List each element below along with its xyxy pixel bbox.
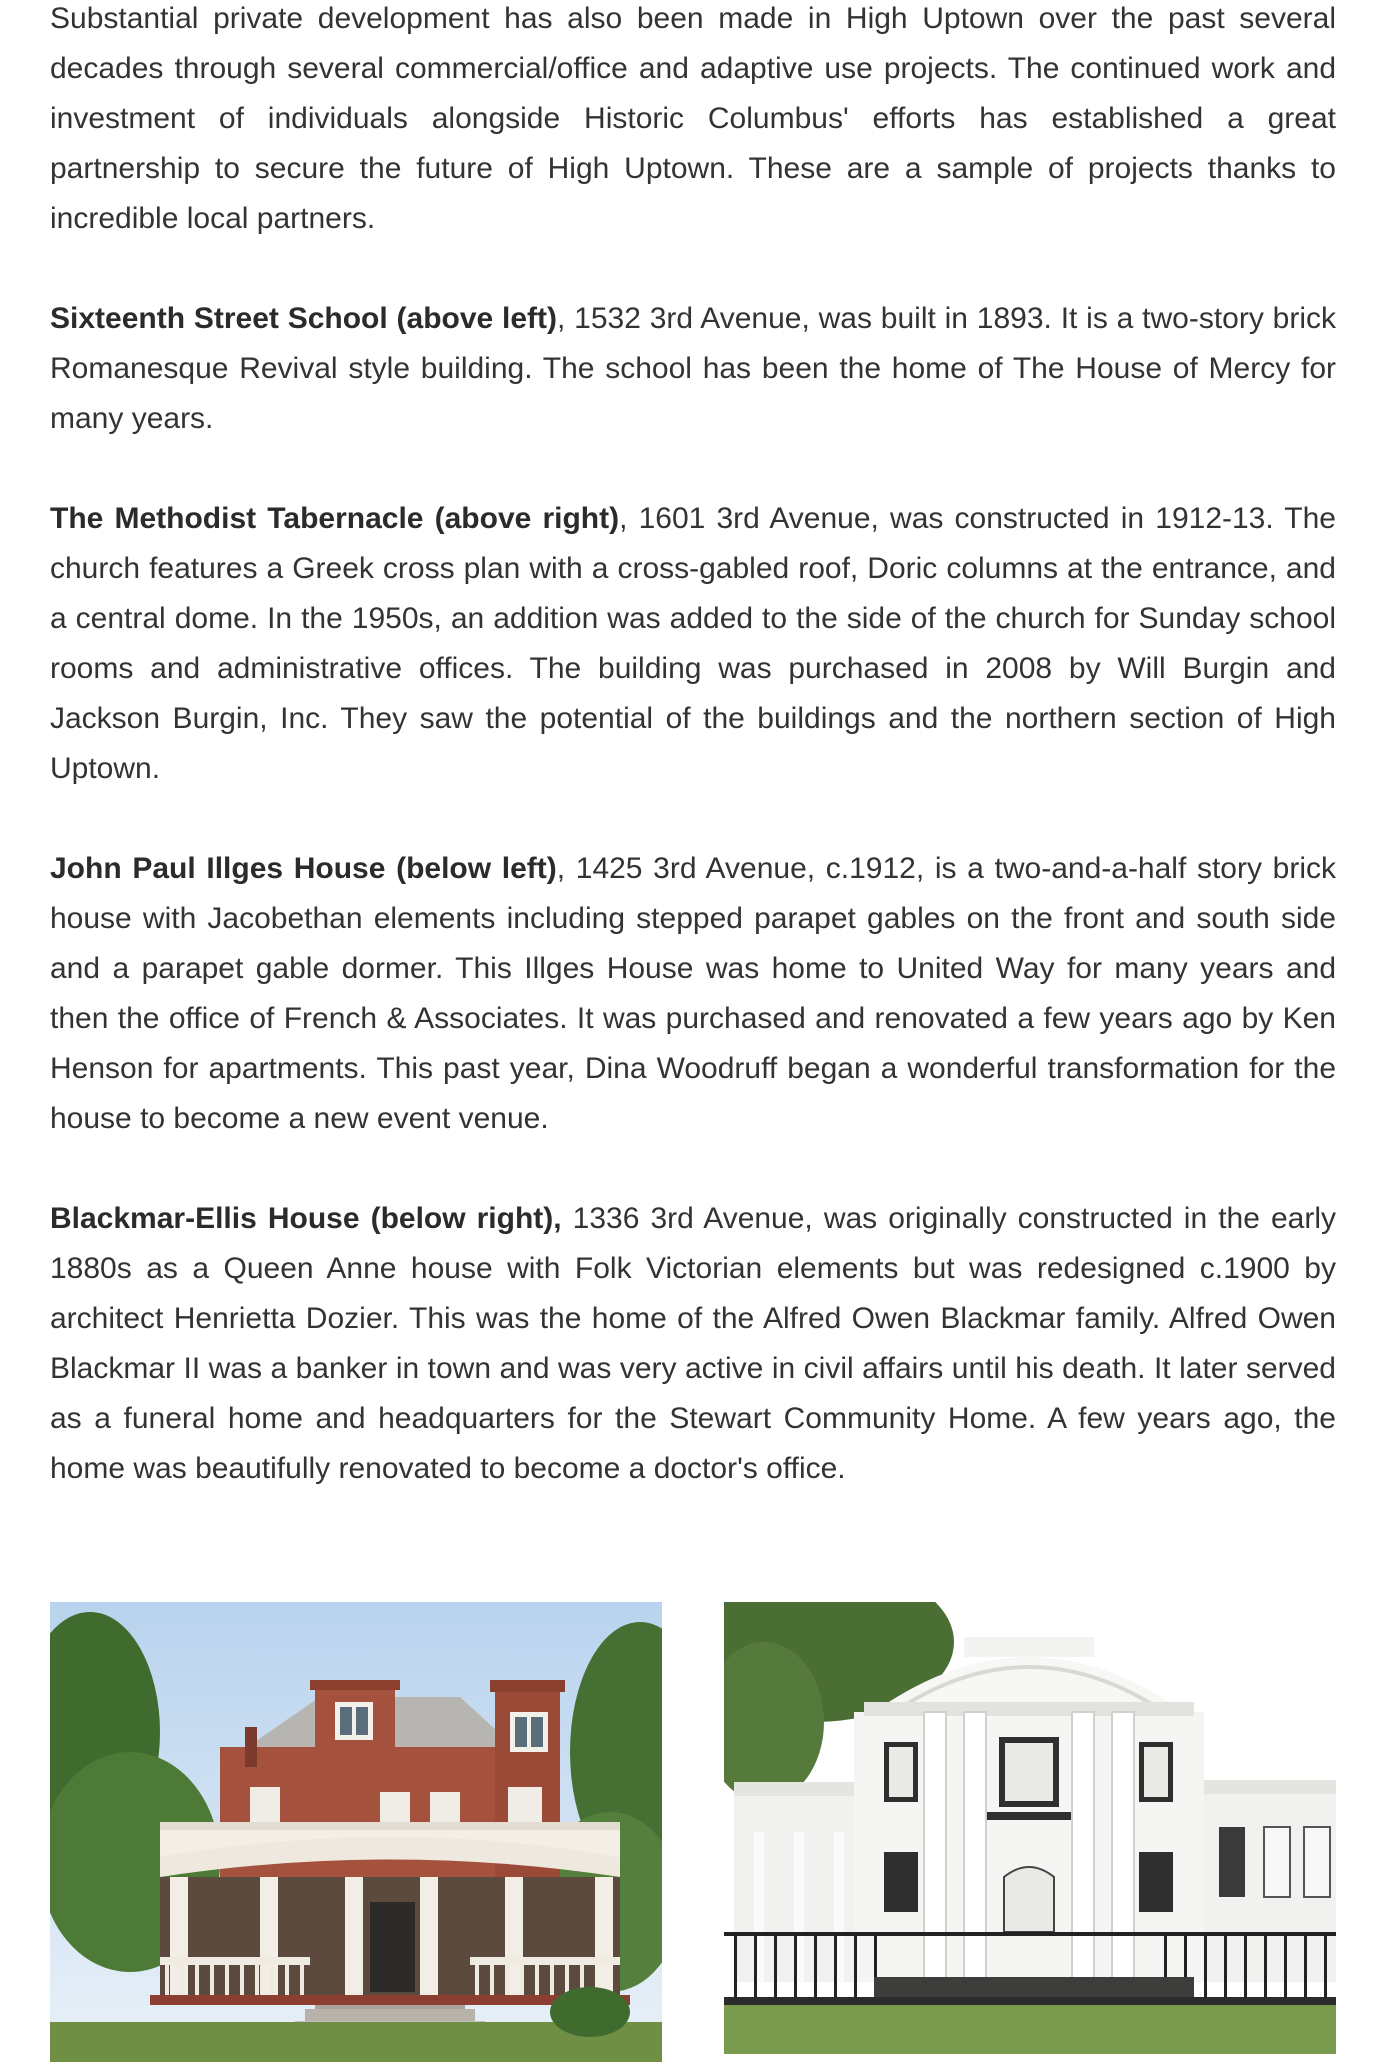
article-body [50,0,1336,1544]
photo-row [50,1602,1336,2062]
blackmar-ellis-house-illustration [724,1602,1336,2054]
entry-paragraph-illges-house [50,844,1336,1144]
illges-house-illustration [50,1602,662,2062]
entry-text: , 1601 3rd Avenue, was constructed in 1912-13. The church features a Greek cross plan with a cross-gabled roof, Doric columns at the entrance, and a central dome. In the 1950s, an addition was added to the side of the church for Sunday school rooms and administrative offices. The building was purchased in 2008 by Will Burgin and Jackson Burgin, Inc. They saw the potential of the buildings and the northern section of High Uptown. [50,502,1336,785]
entry-paragraph-blackmar-ellis-house [50,1194,1336,1494]
entry-text: , 1425 3rd Avenue, c.1912, is a two-and-a-half story brick house with Jacobethan elements including stepped parapet gables on the front and south side and a parapet gable dormer. This Illges House was home to United Way for many years and then the office of French & Associates. It was purchased and renovated a few years ago by Ken Henson for apartments. This past year, Dina Woodruff began a wonderful transformation for the house to become a new event venue. [50,852,1336,1135]
intro-paragraph: Substantial private development has also been made in High Uptown over the past several decades through several commercial/office and adaptive use projects. The continued work and investment of individuals alongside Historic Columbus' efforts has established a great partnership to secure the future of High Uptown. These are a sample of projects thanks to incredible local partners. [50,2,1336,235]
entry-title: John Paul Illges House (below left) [50,852,557,885]
entry-paragraph-methodist-tabernacle [50,494,1336,794]
entry-text: , 1532 3rd Avenue, was built in 1893. It is a two-story brick Romanesque Revival style building. The school has been the home of The House of Mercy for many years. [50,302,1336,435]
blackmar-ellis-house-photo [724,1602,1336,2054]
entry-text: 1336 3rd Avenue, was originally constructed in the early 1880s as a Queen Anne house with Folk Victorian elements but was redesigned c.1900 by architect Henrietta Dozier. This was the home of the Alfred Owen Blackmar family. Alfred Owen Blackmar II was a banker in town and was very active in civil affairs until his death. It later served as a funeral home and headquarters for the Stewart Community Home. A few years ago, the home was beautifully renovated to become a doctor's office. [50,1202,1336,1485]
entry-title: Blackmar-Ellis House (below right), [50,1202,562,1235]
illges-house-photo [50,1602,662,2062]
entry-title: The Methodist Tabernacle (above right) [50,502,620,535]
entry-title: Sixteenth Street School (above left) [50,302,558,335]
entry-paragraph-sixteenth-street-school [50,294,1336,444]
